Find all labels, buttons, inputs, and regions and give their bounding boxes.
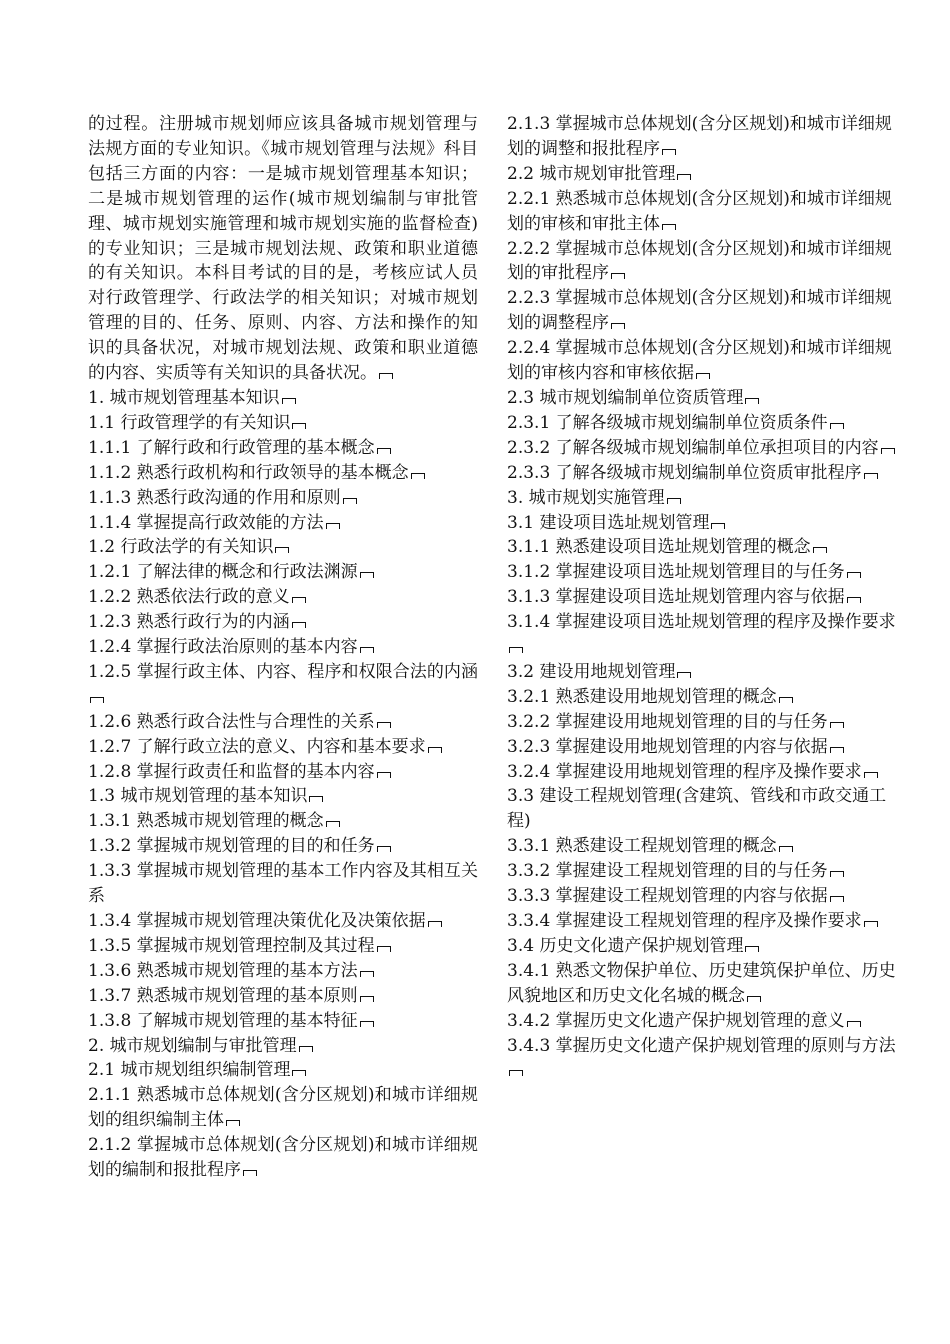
outline-item	[88, 486, 478, 511]
outline-item-text: 3.3.3 掌握建设工程规划管理的内容与依据	[507, 886, 828, 907]
outline-item-text: 2. 城市规划编制与审批管理	[88, 1035, 297, 1056]
outline-item-text: 1.1.3 熟悉行政沟通的作用和原则	[88, 487, 341, 508]
paragraph-mark-icon	[779, 846, 793, 852]
paragraph-mark-icon	[847, 1021, 861, 1027]
outline-item-text: 3.2 建设用地规划管理	[507, 661, 676, 682]
outline-item-text: 3.2.1 熟悉建设用地规划管理的概念	[507, 686, 777, 707]
outline-item-text: 2.1 城市规划组织编制管理	[88, 1060, 291, 1081]
outline-item-text: 1.2.8 掌握行政责任和监督的基本内容	[88, 761, 375, 782]
paragraph-mark-icon	[677, 174, 691, 180]
outline-item	[88, 560, 478, 585]
outline-item	[88, 809, 478, 834]
paragraph-mark-icon	[282, 398, 296, 404]
paragraph-mark-icon	[292, 597, 306, 603]
outline-item	[507, 436, 900, 461]
right-column	[507, 112, 900, 1083]
outline-item-text: 2.2.1 熟悉城市总体规划(含分区规划)和城市详细规划的审核和审批主体	[507, 188, 892, 234]
outline-item-text: 2.1.2 掌握城市总体规划(含分区规划)和城市详细规划的编制和报批程序	[88, 1135, 478, 1181]
outline-item-text: 1.1.4 掌握提高行政效能的方法	[88, 512, 324, 533]
outline-item	[88, 635, 478, 660]
outline-item	[88, 1133, 478, 1183]
paragraph-mark-icon	[611, 273, 625, 279]
paragraph-mark-icon	[377, 772, 391, 778]
outline-item	[507, 585, 900, 610]
outline-item-text: 2.2.4 掌握城市总体规划(含分区规划)和城市详细规划的审核内容和审核依据	[507, 338, 892, 384]
paragraph-mark-icon	[509, 1070, 523, 1076]
outline-item-text: 3. 城市规划实施管理	[507, 487, 665, 508]
outline-item-text: 1.2.3 熟悉行政行为的内涵	[88, 612, 290, 633]
outline-item-text: 3.3.1 熟悉建设工程规划管理的概念	[507, 836, 777, 857]
paragraph-mark-icon	[360, 971, 374, 977]
outline-item	[507, 511, 900, 536]
outline-item	[507, 660, 900, 685]
outline-item-text: 3.2.3 掌握建设用地规划管理的内容与依据	[507, 736, 828, 757]
outline-item	[507, 1009, 900, 1034]
outline-item-text: 3.4.1 熟悉文物保护单位、历史建筑保护单位、历史风貌地区和历史文化名城的概念	[507, 960, 896, 1006]
outline-item-text: 3.4.2 掌握历史文化遗产保护规划管理的意义	[507, 1010, 845, 1031]
paragraph-mark-icon	[667, 498, 681, 504]
outline-item-text: 3.1.3 掌握建设项目选址规划管理内容与依据	[507, 587, 845, 608]
paragraph-mark-icon	[830, 896, 844, 902]
outline-item-text: 1.3.2 掌握城市规划管理的目的和任务	[88, 836, 375, 857]
outline-item-text: 1.2.4 掌握行政法治原则的基本内容	[88, 637, 358, 658]
outline-item-text: 1.2.1 了解法律的概念和行政法渊源	[88, 562, 358, 583]
paragraph-mark-icon	[377, 946, 391, 952]
paragraph-mark-icon	[881, 448, 895, 454]
outline-item-text: 3.4.3 掌握历史文化遗产保护规划管理的原则与方法	[507, 1035, 896, 1056]
paragraph-mark-icon	[847, 597, 861, 603]
outline-item	[88, 585, 478, 610]
outline-item-text: 1.2.2 熟悉依法行政的意义	[88, 587, 290, 608]
outline-item-text: 1.3.8 了解城市规划管理的基本特征	[88, 1010, 358, 1031]
outline-item	[507, 411, 900, 436]
outline-item-text: 2.3.2 了解各级城市规划编制单位承担项目的内容	[507, 437, 879, 458]
paragraph-mark-icon	[747, 996, 761, 1002]
outline-item-text: 1.1 行政管理学的有关知识	[88, 412, 291, 433]
outline-item-text: 2.1.1 熟悉城市总体规划(含分区规划)和城市详细规划的组织编制主体	[88, 1085, 478, 1131]
paragraph-mark-icon	[292, 622, 306, 628]
outline-item	[507, 112, 900, 162]
outline-item-text: 1.2.7 了解行政立法的意义、内容和基本要求	[88, 736, 426, 757]
paragraph-mark-icon	[813, 547, 827, 553]
outline-item-text: 3.1 建设项目选址规划管理	[507, 512, 710, 533]
outline-item	[507, 486, 900, 511]
outline-item	[88, 1009, 478, 1034]
outline-item	[507, 162, 900, 187]
outline-item	[507, 535, 900, 560]
outline-item	[507, 187, 900, 237]
paragraph-mark-icon	[847, 572, 861, 578]
outline-item	[88, 1058, 478, 1083]
outline-item-text: 1.3.4 掌握城市规划管理决策优化及决策依据	[88, 911, 426, 931]
outline-item	[88, 511, 478, 536]
paragraph-mark-icon	[677, 672, 691, 678]
outline-item-text: 1.3.5 掌握城市规划管理控制及其过程	[88, 935, 375, 956]
outline-item	[88, 710, 478, 735]
outline-item	[507, 560, 900, 585]
outline-item	[507, 685, 900, 710]
paragraph-mark-icon	[830, 423, 844, 429]
paragraph-mark-icon	[326, 821, 340, 827]
outline-item	[507, 959, 900, 1009]
paragraph-mark-icon	[864, 772, 878, 778]
outline-item-text: 1.2.5 掌握行政主体、内容、程序和权限合法的内涵	[88, 661, 478, 682]
left-column	[88, 112, 478, 1183]
outline-item-text: 3.2.4 掌握建设用地规划管理的程序及操作要求	[507, 761, 862, 782]
paragraph-mark-icon	[428, 747, 442, 753]
outline-item	[507, 934, 900, 959]
paragraph-mark-icon	[696, 373, 710, 379]
paragraph-mark-icon	[275, 547, 289, 553]
outline-item	[507, 237, 900, 287]
outline-item	[507, 610, 900, 660]
outline-item-text: 3.3 建设工程规划管理(含建筑、管线和市政交通工程)	[507, 786, 887, 832]
outline-item-text: 1.1.2 熟悉行政机构和行政领导的基本概念	[88, 462, 409, 483]
outline-item-text: 1.3.6 熟悉城市规划管理的基本方法	[88, 960, 358, 981]
paragraph-mark-icon	[662, 149, 676, 155]
paragraph-mark-icon	[745, 946, 759, 952]
outline-item-text: 1.3.1 熟悉城市规划管理的概念	[88, 811, 324, 832]
outline-item	[507, 461, 900, 486]
paragraph-mark-icon	[360, 996, 374, 1002]
outline-item-text: 2.3.1 了解各级城市规划编制单位资质条件	[507, 412, 828, 433]
paragraph-mark-icon	[292, 423, 306, 429]
outline-item	[88, 859, 478, 909]
outline-item-text: 3.1.1 熟悉建设项目选址规划管理的概念	[507, 537, 811, 558]
paragraph-mark-icon	[377, 722, 391, 728]
paragraph-mark-icon	[377, 846, 391, 852]
outline-item-text: 1.2 行政法学的有关知识	[88, 537, 274, 558]
paragraph-mark-icon	[662, 224, 676, 230]
outline-item	[88, 784, 478, 809]
paragraph-mark-icon	[309, 796, 323, 802]
paragraph-mark-icon	[243, 1170, 257, 1176]
outline-item	[507, 760, 900, 785]
outline-item-text: 1.3 城市规划管理的基本知识	[88, 786, 308, 807]
outline-item	[507, 286, 900, 336]
outline-item-text: 2.1.3 掌握城市总体规划(含分区规划)和城市详细规划的调整和报批程序	[507, 114, 892, 159]
outline-item	[507, 909, 900, 934]
outline-item	[88, 909, 478, 934]
outline-item-text: 2.2.2 掌握城市总体规划(含分区规划)和城市详细规划的审批程序	[507, 238, 892, 284]
outline-item	[88, 411, 478, 436]
outline-item-text: 3.1.2 掌握建设项目选址规划管理目的与任务	[507, 562, 845, 583]
outline-item-text: 1. 城市规划管理基本知识	[88, 387, 280, 408]
paragraph-mark-icon	[509, 647, 523, 653]
paragraph-mark-icon	[360, 647, 374, 653]
outline-item	[88, 436, 478, 461]
outline-item	[507, 1034, 900, 1084]
paragraph-mark-icon	[411, 473, 425, 479]
outline-item	[507, 710, 900, 735]
outline-item	[88, 984, 478, 1009]
outline-item-text: 2.2.3 掌握城市总体规划(含分区规划)和城市详细规划的调整程序	[507, 288, 892, 334]
outline-item	[88, 735, 478, 760]
paragraph-mark-icon	[711, 523, 725, 529]
paragraph-mark-icon	[360, 572, 374, 578]
outline-item-text: 1.3.3 掌握城市规划管理的基本工作内容及其相互关系	[88, 861, 478, 907]
outline-item	[507, 784, 900, 834]
outline-item	[88, 1034, 478, 1059]
outline-item-text: 2.3.3 了解各级城市规划编制单位资质审批程序	[507, 462, 862, 483]
outline-item	[88, 760, 478, 785]
outline-item-text: 1.1.1 了解行政和行政管理的基本概念	[88, 437, 375, 458]
outline-item-text: 3.4 历史文化遗产保护规划管理	[507, 935, 744, 956]
outline-item	[507, 386, 900, 411]
outline-item	[88, 386, 478, 411]
outline-item	[88, 1083, 478, 1133]
outline-item-text: 3.3.4 掌握建设工程规划管理的程序及操作要求	[507, 911, 862, 931]
paragraph-mark-icon	[864, 921, 878, 927]
paragraph-mark-icon	[830, 871, 844, 877]
paragraph-mark-icon	[299, 1046, 313, 1052]
outline-item-text: 3.3.2 掌握建设工程规划管理的目的与任务	[507, 861, 828, 882]
outline-item	[507, 336, 900, 386]
paragraph-mark-icon	[830, 722, 844, 728]
outline-item-text: 1.3.7 熟悉城市规划管理的基本原则	[88, 985, 358, 1006]
outline-item-text: 3.2.2 掌握建设用地规划管理的目的与任务	[507, 711, 828, 732]
paragraph-mark-icon	[292, 1070, 306, 1076]
intro-paragraph	[88, 112, 478, 386]
outline-item-text: 1.2.6 熟悉行政合法性与合理性的关系	[88, 711, 375, 732]
outline-item	[88, 535, 478, 560]
paragraph-mark-icon	[745, 398, 759, 404]
outline-item-text: 的过程。注册城市规划师应该具备城市规划管理与法规方面的专业知识。《城市规划管理与法规》科目包括三方面的内容：一是城市规划管理基本知识；二是城市规划管理的运作(城市规划编制与审批管理、城市规划实施管理和城市规划实施的监督检查)的专业知识；三是城市规划法规、政策和职业道德的有关知识。本科目考试的目的是，考核应试人员对行政管理学、行政法学的相关知识；对城市规划管理的目的、任务、原则、内容、方法和操作的知识的具备状况，对城市规划法规、政策和职业道德的内容、实质等有关知识的具备状况。	[88, 114, 478, 384]
outline-item	[507, 834, 900, 859]
outline-item	[88, 610, 478, 635]
outline-item	[88, 461, 478, 486]
outline-item	[88, 660, 478, 710]
paragraph-mark-icon	[830, 747, 844, 753]
outline-item-text: 2.3 城市规划编制单位资质管理	[507, 387, 744, 408]
paragraph-mark-icon	[611, 323, 625, 329]
outline-item	[88, 959, 478, 984]
outline-item	[507, 884, 900, 909]
outline-item	[507, 735, 900, 760]
outline-item	[507, 859, 900, 884]
paragraph-mark-icon	[226, 1120, 240, 1126]
paragraph-mark-icon	[428, 921, 442, 927]
paragraph-mark-icon	[779, 697, 793, 703]
paragraph-mark-icon	[379, 373, 393, 379]
paragraph-mark-icon	[90, 697, 104, 703]
paragraph-mark-icon	[343, 498, 357, 504]
paragraph-mark-icon	[377, 448, 391, 454]
outline-item	[88, 934, 478, 959]
paragraph-mark-icon	[326, 523, 340, 529]
paragraph-mark-icon	[360, 1021, 374, 1027]
outline-item	[88, 834, 478, 859]
outline-item-text: 2.2 城市规划审批管理	[507, 163, 676, 184]
paragraph-mark-icon	[864, 473, 878, 479]
outline-item-text: 3.1.4 掌握建设项目选址规划管理的程序及操作要求	[507, 612, 896, 633]
